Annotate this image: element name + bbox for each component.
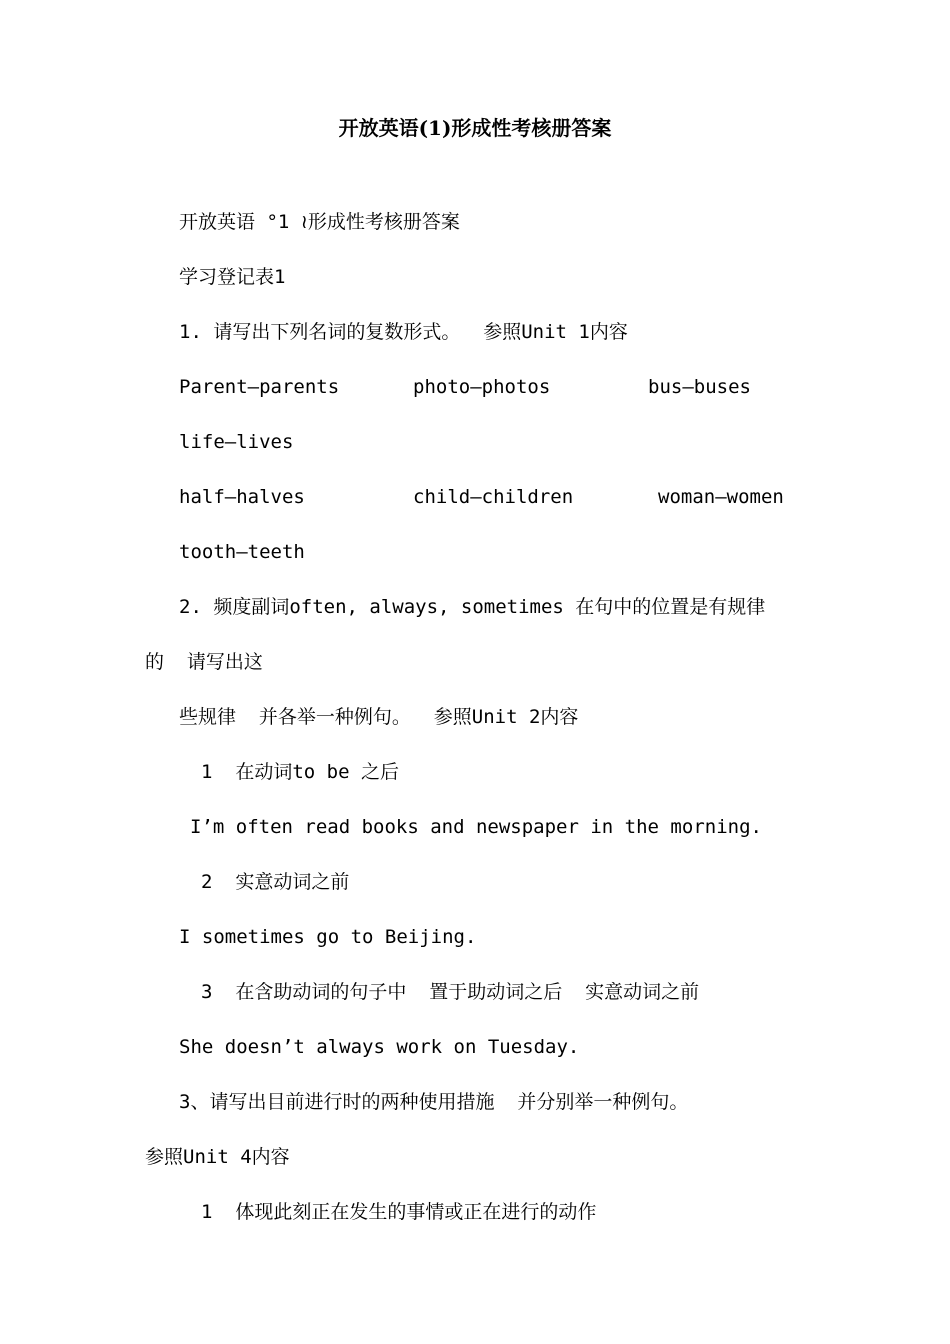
question-2-line-1: 2. 频度副词often, always, sometimes 在句中的位置是有规律 <box>179 596 766 618</box>
document-title: 开放英语(1)形成性考核册答案 <box>338 116 612 140</box>
plural-child: child—children <box>413 486 574 508</box>
question-2-line-3: 些规律 并各举一种例句。 参照Unit 2内容 <box>179 706 579 728</box>
example-2: I sometimes go to Beijing. <box>179 926 477 948</box>
plural-tooth: tooth—teeth <box>179 541 305 563</box>
rule-2: 2 实意动词之前 <box>201 871 350 893</box>
subtitle-line: 开放英语 °1 ≀形成性考核册答案 <box>179 211 460 233</box>
question-3-line-2: 参照Unit 4内容 <box>145 1146 290 1168</box>
plural-half: half—halves <box>179 486 305 508</box>
plural-woman: woman—women <box>658 486 784 508</box>
plural-photo: photo—photos <box>413 376 551 398</box>
question-3-line-1: 3、请写出目前进行时的两种使用措施 并分别举一种例句。 <box>179 1091 689 1113</box>
plural-life: life—lives <box>179 431 294 453</box>
question-2-line-2: 的 请写出这 <box>145 651 263 673</box>
plural-parent: Parent—parents <box>179 376 340 398</box>
usage-1: 1 体现此刻正在发生的事情或正在进行的动作 <box>201 1201 597 1223</box>
rule-1: 1 在动词to be 之后 <box>201 761 399 783</box>
example-3: She doesn’t always work on Tuesday. <box>179 1036 580 1058</box>
register-heading: 学习登记表1 <box>179 266 286 288</box>
example-1: I’m often read books and newspaper in the morning. <box>190 816 762 838</box>
question-1: 1. 请写出下列名词的复数形式。 参照Unit 1内容 <box>179 321 628 343</box>
plural-bus: bus—buses <box>648 376 751 398</box>
rule-3: 3 在含助动词的句子中 置于助动词之后 实意动词之前 <box>201 981 700 1003</box>
